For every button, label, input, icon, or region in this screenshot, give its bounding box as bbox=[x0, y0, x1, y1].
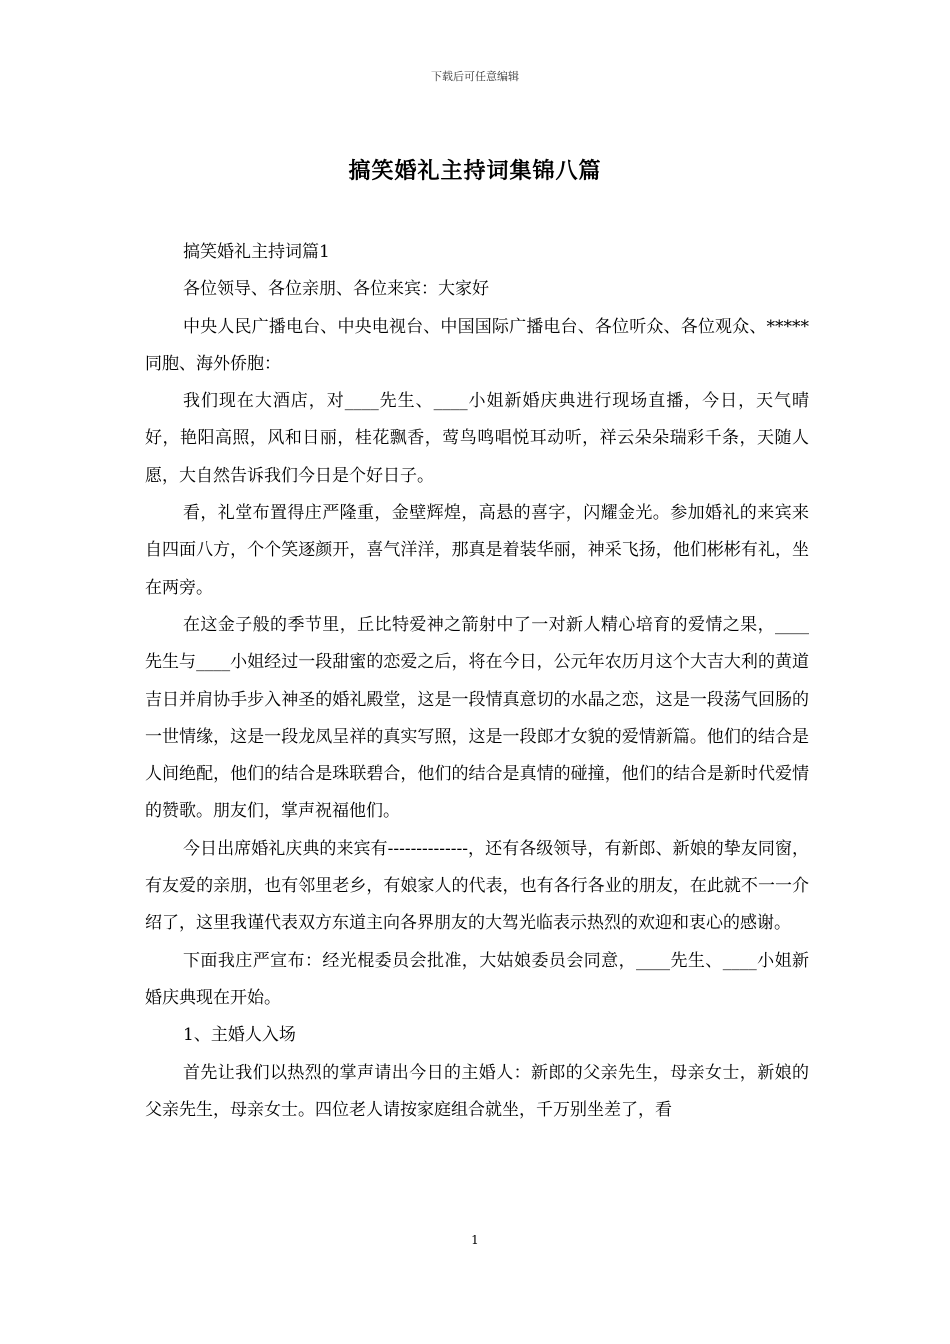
document-body bbox=[145, 234, 809, 1129]
paragraph: 首先让我们以热烈的掌声请出今日的主婚人：新郎的父亲先生，母亲女士，新娘的父亲先生，母亲女士。四位老人请按家庭组合就坐，千万别坐差了，看 bbox=[145, 1062, 809, 1120]
paragraph: 中央人民广播电台、中央电视台、中国国际广播电台、各位听众、各位观众、*****同胞、海外侨胞： bbox=[145, 316, 809, 374]
paragraph: 下面我庄严宣布：经光棍委员会批准，大姑娘委员会同意，____先生、____小姐新婚庆典现在开始。 bbox=[145, 950, 809, 1008]
paragraph: 各位领导、各位亲朋、各位来宾：大家好 bbox=[183, 279, 489, 300]
paragraph: 我们现在大酒店，对____先生、____小姐新婚庆典进行现场直播，今日，天气晴好，艳阳高照，风和日丽，桂花飘香，莺鸟鸣唱悦耳动听，祥云朵朵瑞彩千条，天随人愿，大自然告诉我们今日是个好日子。 bbox=[145, 391, 809, 486]
list-heading: 1、主婚人入场 bbox=[183, 1025, 296, 1046]
document-title: 搞笑婚礼主持词集锦八篇 bbox=[348, 158, 602, 184]
paragraph: 看，礼堂布置得庄严隆重，金壁辉煌，高悬的喜字，闪耀金光。参加婚礼的来宾来自四面八方，个个笑逐颜开，喜气洋洋，那真是着装华丽，神采飞扬，他们彬彬有礼，坐在两旁。 bbox=[145, 503, 809, 598]
page-number: 1 bbox=[471, 1233, 479, 1247]
paragraph: 今日出席婚礼庆典的来宾有--------------，还有各级领导，有新郎、新娘的挚友同窗，有友爱的亲朋，也有邻里老乡，有娘家人的代表，也有各行各业的朋友，在此就不一一介绍了，这里我谨代表双方东道主向各界朋友的大驾光临表示热烈的欢迎和衷心的感谢。 bbox=[145, 838, 809, 934]
header-note: 下载后可任意编辑 bbox=[431, 70, 519, 83]
section-heading: 搞笑婚礼主持词篇1 bbox=[183, 242, 330, 262]
paragraph: 在这金子般的季节里，丘比特爱神之箭射中了一对新人精心培育的爱情之果，____先生与____小姐经过一段甜蜜的恋爱之后，将在今日，公元年农历月这个大吉大利的黄道吉日并肩协手步入神圣的婚礼殿堂，这是一段情真意切的水晶之恋，这是一段荡气回肠的一世情缘，这是一段龙凤呈祥的真实写照，这是一段郎才女貌的爱情新篇。他们的结合是人间绝配，他们的结合是珠联碧合，他们的结合是真情的碰撞，他们的结合是新时代爱情的赞歌。朋友们，掌声祝福他们。 bbox=[145, 614, 809, 822]
